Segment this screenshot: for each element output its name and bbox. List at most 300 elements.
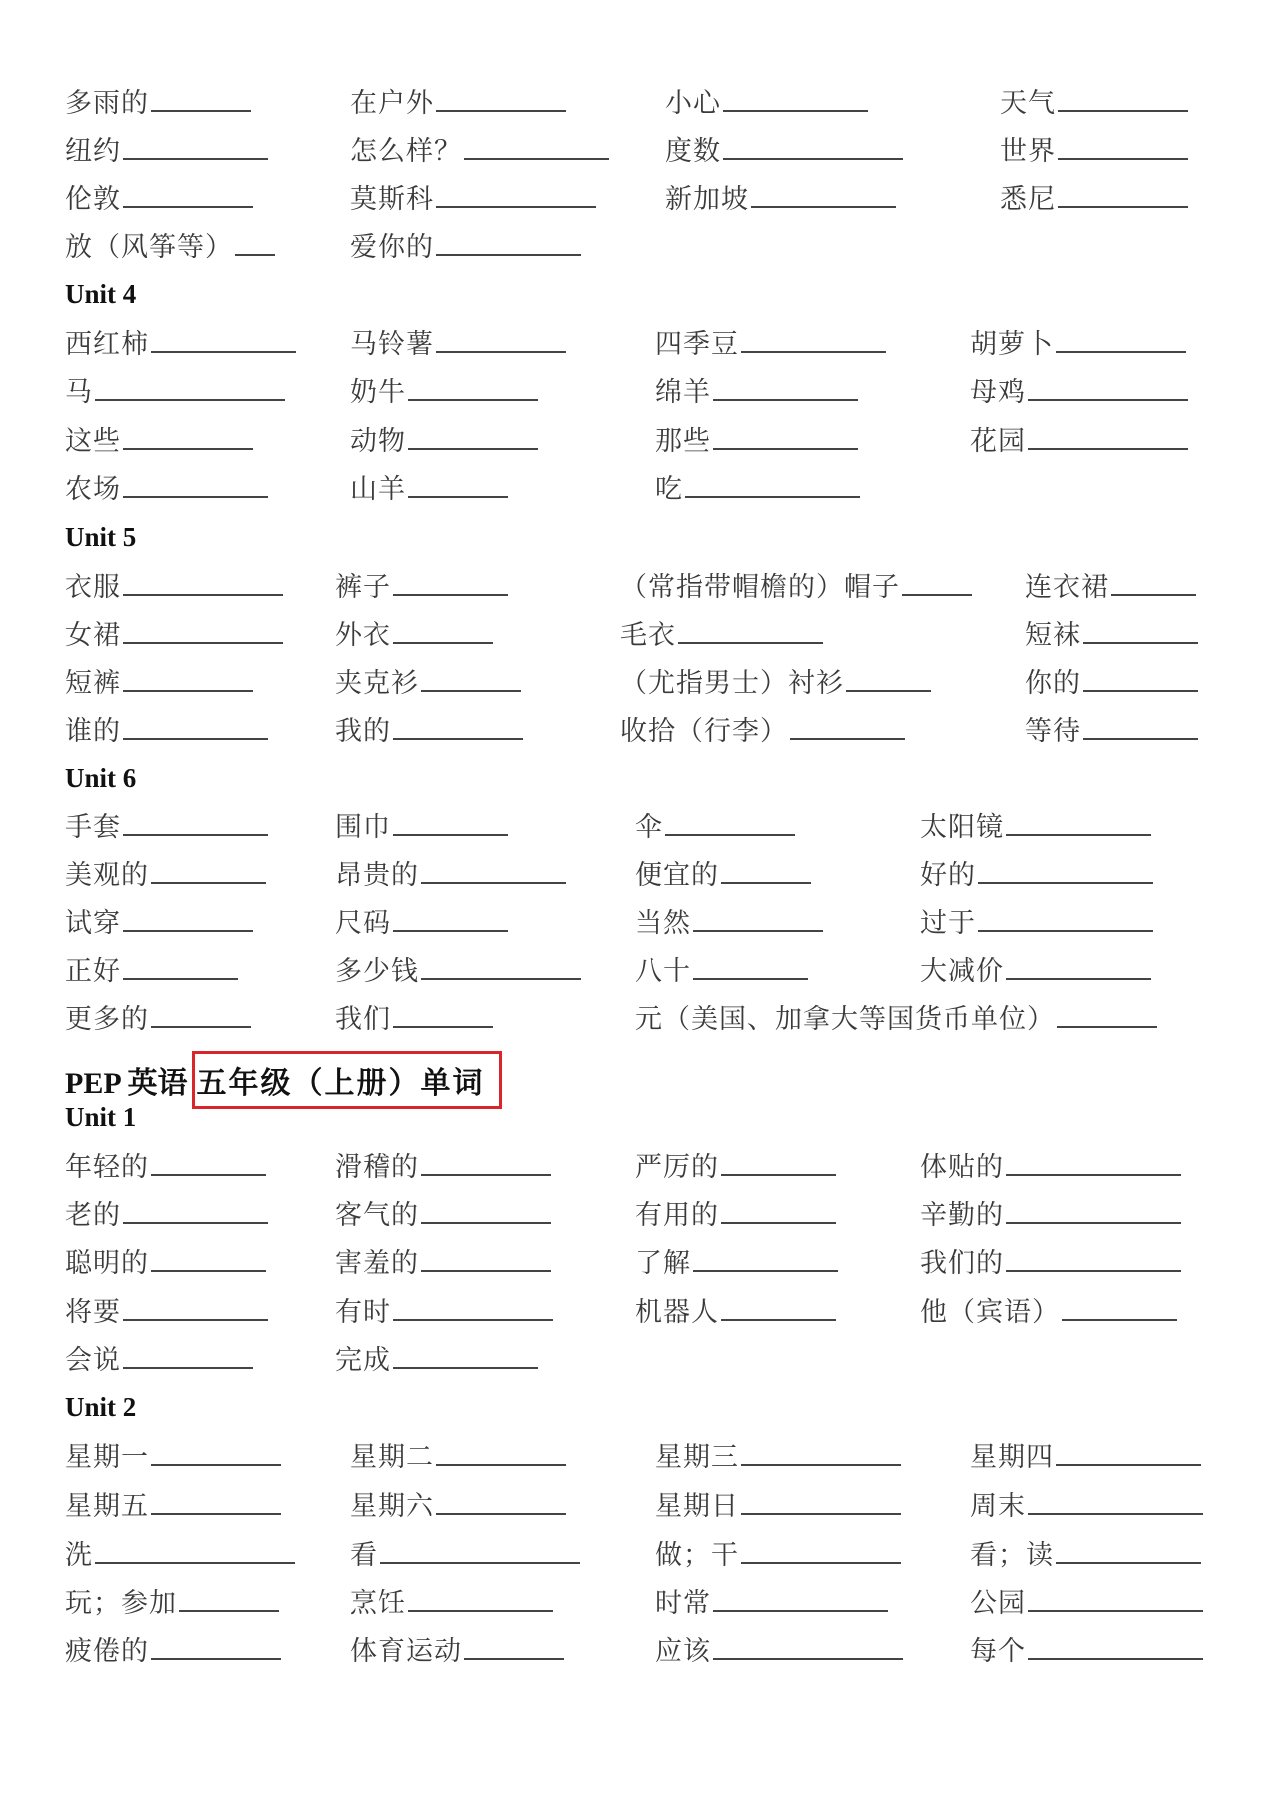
answer-blank[interactable]	[393, 1345, 538, 1369]
answer-blank[interactable]	[1083, 620, 1198, 644]
vocab-label: （常指带帽檐的）帽子	[620, 571, 900, 603]
vocab-row	[0, 414, 1280, 462]
vocab-label: 体贴的	[920, 1151, 1004, 1183]
vocab-label: 你的	[1025, 667, 1081, 699]
vocab-row	[0, 1188, 1280, 1236]
answer-blank[interactable]	[123, 184, 253, 208]
answer-blank[interactable]	[1006, 812, 1151, 836]
answer-blank[interactable]	[123, 716, 268, 740]
vocab-item	[65, 896, 253, 944]
vocab-row	[0, 992, 1280, 1040]
answer-blank[interactable]	[1058, 136, 1188, 160]
answer-blank[interactable]	[741, 329, 886, 353]
vocab-item	[65, 365, 285, 413]
answer-blank[interactable]	[464, 1636, 564, 1660]
vocab-item	[1025, 704, 1198, 752]
answer-blank[interactable]	[436, 232, 581, 256]
vocab-item	[350, 1479, 566, 1527]
vocab-item	[65, 1188, 268, 1236]
vocab-label: 莫斯科	[350, 183, 434, 215]
vocab-label: 太阳镜	[920, 811, 1004, 843]
vocab-label: 星期二	[350, 1441, 434, 1473]
vocab-item	[350, 76, 566, 124]
vocab-item	[1025, 656, 1198, 704]
answer-blank[interactable]	[151, 1248, 266, 1272]
vocab-label: 尺码	[335, 907, 391, 939]
answer-blank[interactable]	[393, 812, 508, 836]
vocab-item	[335, 1285, 553, 1333]
vocab-label: 多少钱	[335, 955, 419, 987]
answer-blank[interactable]	[1056, 329, 1186, 353]
vocab-row	[0, 172, 1280, 220]
answer-blank[interactable]	[123, 1297, 268, 1321]
answer-blank[interactable]	[978, 908, 1153, 932]
vocab-item	[655, 317, 886, 365]
vocab-label: 星期一	[65, 1441, 149, 1473]
answer-blank[interactable]	[123, 572, 283, 596]
answer-blank[interactable]	[693, 908, 823, 932]
vocab-item	[335, 1188, 551, 1236]
answer-blank[interactable]	[123, 956, 238, 980]
answer-blank[interactable]	[723, 88, 868, 112]
answer-blank[interactable]	[1058, 184, 1188, 208]
vocab-item	[635, 896, 823, 944]
vocab-label: 多雨的	[65, 87, 149, 119]
answer-blank[interactable]	[1006, 956, 1151, 980]
answer-blank[interactable]	[1028, 1588, 1203, 1612]
vocab-row	[0, 1236, 1280, 1284]
vocab-item	[920, 800, 1151, 848]
vocab-item	[65, 317, 296, 365]
answer-blank[interactable]	[902, 572, 972, 596]
vocab-label: 机器人	[635, 1296, 719, 1328]
vocab-row	[0, 848, 1280, 896]
vocab-item	[635, 992, 1157, 1040]
answer-blank[interactable]	[1057, 1004, 1157, 1028]
vocab-label: 外衣	[335, 619, 391, 651]
vocab-label: 短袜	[1025, 619, 1081, 651]
answer-blank[interactable]	[790, 716, 905, 740]
vocab-label: 农场	[65, 473, 121, 505]
answer-blank[interactable]	[151, 1442, 281, 1466]
vocab-item	[350, 414, 538, 462]
vocab-label: 放（风筝等）	[65, 231, 233, 263]
vocab-label: 动物	[350, 425, 406, 457]
vocab-label: 滑稽的	[335, 1151, 419, 1183]
vocab-row	[0, 365, 1280, 413]
vocab-label: 手套	[65, 811, 121, 843]
answer-blank[interactable]	[151, 88, 251, 112]
answer-blank[interactable]	[151, 329, 296, 353]
answer-blank[interactable]	[436, 88, 566, 112]
vocab-row	[0, 1528, 1280, 1576]
answer-blank[interactable]	[179, 1588, 279, 1612]
answer-blank[interactable]	[123, 426, 253, 450]
vocab-item	[920, 1188, 1181, 1236]
vocab-label: 那些	[655, 425, 711, 457]
vocab-label: 围巾	[335, 811, 391, 843]
vocab-item	[335, 800, 508, 848]
answer-blank[interactable]	[1056, 1442, 1201, 1466]
vocab-row	[0, 317, 1280, 365]
vocab-item	[350, 1624, 564, 1672]
vocab-row	[0, 1140, 1280, 1188]
answer-blank[interactable]	[741, 1442, 901, 1466]
vocab-label: 女裙	[65, 619, 121, 651]
answer-blank[interactable]	[380, 1540, 580, 1564]
vocab-row	[0, 1285, 1280, 1333]
answer-blank[interactable]	[95, 377, 285, 401]
vocab-item	[970, 365, 1188, 413]
vocab-label: 完成	[335, 1344, 391, 1376]
answer-blank[interactable]	[393, 716, 523, 740]
vocab-item	[335, 608, 493, 656]
vocab-item	[655, 1624, 903, 1672]
vocab-item	[350, 220, 581, 268]
vocab-label: 度数	[665, 135, 721, 167]
answer-blank[interactable]	[408, 377, 538, 401]
vocab-item	[920, 1236, 1181, 1284]
vocab-label: 辛勤的	[920, 1199, 1004, 1231]
vocab-label: 世界	[1000, 135, 1056, 167]
vocab-label: 小心	[665, 87, 721, 119]
vocab-label: 星期四	[970, 1441, 1054, 1473]
answer-blank[interactable]	[421, 956, 581, 980]
vocab-label: 夹克衫	[335, 667, 419, 699]
vocab-item	[665, 124, 903, 172]
vocab-label: 看	[350, 1539, 378, 1571]
vocab-label: 应该	[655, 1635, 711, 1667]
answer-blank[interactable]	[1083, 668, 1198, 692]
answer-blank[interactable]	[846, 668, 931, 692]
vocab-label: 等待	[1025, 715, 1081, 747]
vocab-label: 马	[65, 376, 93, 408]
vocab-item	[620, 560, 972, 608]
answer-blank[interactable]	[151, 1636, 281, 1660]
title-highlighted-box: 五年级（上册）单词	[192, 1051, 502, 1109]
vocab-label: 他（宾语）	[920, 1296, 1060, 1328]
vocab-item	[665, 76, 868, 124]
answer-blank[interactable]	[1028, 426, 1188, 450]
vocab-label: 星期日	[655, 1490, 739, 1522]
vocab-item	[65, 1430, 281, 1478]
answer-blank[interactable]	[393, 1004, 493, 1028]
vocab-item	[65, 172, 253, 220]
answer-blank[interactable]	[123, 1345, 253, 1369]
vocab-row	[0, 220, 1280, 268]
vocab-row	[0, 1576, 1280, 1624]
vocab-item	[920, 1140, 1181, 1188]
vocab-row	[0, 1479, 1280, 1527]
answer-blank[interactable]	[421, 1152, 551, 1176]
vocab-label: 谁的	[65, 715, 121, 747]
vocab-item	[635, 800, 795, 848]
answer-blank[interactable]	[751, 184, 896, 208]
vocab-label: 大减价	[920, 955, 1004, 987]
vocab-label: 年轻的	[65, 1151, 149, 1183]
vocab-row	[0, 76, 1280, 124]
vocab-item	[920, 848, 1153, 896]
vocab-item	[350, 317, 566, 365]
vocab-label: 天气	[1000, 87, 1056, 119]
vocab-label: 昂贵的	[335, 859, 419, 891]
vocab-item	[620, 608, 823, 656]
vocab-label: 我们	[335, 1003, 391, 1035]
vocab-row	[0, 800, 1280, 848]
vocab-label: 连衣裙	[1025, 571, 1109, 603]
vocab-label: 悉尼	[1000, 183, 1056, 215]
vocab-item	[65, 76, 251, 124]
vocab-label: 星期三	[655, 1441, 739, 1473]
answer-blank[interactable]	[123, 1200, 268, 1224]
answer-blank[interactable]	[123, 668, 253, 692]
answer-blank[interactable]	[393, 908, 508, 932]
vocab-item	[1000, 172, 1188, 220]
vocab-item	[970, 317, 1186, 365]
answer-blank[interactable]	[741, 1491, 901, 1515]
vocab-item	[65, 462, 268, 510]
vocab-item	[1000, 124, 1188, 172]
vocab-item	[335, 944, 581, 992]
answer-blank[interactable]	[436, 1491, 566, 1515]
vocab-item	[970, 1576, 1203, 1624]
answer-blank[interactable]	[693, 1248, 838, 1272]
vocab-item	[620, 704, 905, 752]
vocab-item	[335, 848, 566, 896]
vocab-label: 星期六	[350, 1490, 434, 1522]
answer-blank[interactable]	[978, 860, 1153, 884]
vocab-label: 有用的	[635, 1199, 719, 1231]
vocab-row	[0, 944, 1280, 992]
answer-blank[interactable]	[685, 474, 860, 498]
vocab-label: 山羊	[350, 473, 406, 505]
vocab-label: 周末	[970, 1490, 1026, 1522]
answer-blank[interactable]	[436, 1442, 566, 1466]
vocab-item	[350, 1430, 566, 1478]
answer-blank[interactable]	[123, 812, 268, 836]
vocab-item	[65, 848, 266, 896]
vocab-label: 伞	[635, 811, 663, 843]
vocab-item	[350, 124, 609, 172]
vocab-label: 将要	[65, 1296, 121, 1328]
vocab-label: 疲倦的	[65, 1635, 149, 1667]
answer-blank[interactable]	[721, 1152, 836, 1176]
vocab-item	[335, 656, 521, 704]
answer-blank[interactable]	[151, 860, 266, 884]
vocab-label: 绵羊	[655, 376, 711, 408]
vocab-label: 八十	[635, 955, 691, 987]
vocab-item	[350, 462, 508, 510]
title-prefix: PEP 英语	[65, 1067, 188, 1100]
vocab-label: 客气的	[335, 1199, 419, 1231]
vocab-item	[65, 1236, 266, 1284]
vocab-item	[655, 1528, 901, 1576]
answer-blank[interactable]	[665, 812, 795, 836]
vocab-item	[635, 944, 808, 992]
vocab-label: 看；读	[970, 1539, 1054, 1571]
vocab-label: 做；干	[655, 1539, 739, 1571]
answer-blank[interactable]	[421, 860, 566, 884]
vocab-label: 每个	[970, 1635, 1026, 1667]
vocab-label: 收拾（行李）	[620, 715, 788, 747]
vocab-item	[665, 172, 896, 220]
answer-blank[interactable]	[1028, 377, 1188, 401]
vocab-label: 有时	[335, 1296, 391, 1328]
vocab-row	[0, 560, 1280, 608]
answer-blank[interactable]	[123, 136, 268, 160]
vocab-label: 这些	[65, 425, 121, 457]
vocab-item	[635, 848, 811, 896]
answer-blank[interactable]	[713, 1588, 888, 1612]
answer-blank[interactable]	[421, 1200, 551, 1224]
vocab-label: 便宜的	[635, 859, 719, 891]
vocab-label: 胡萝卜	[970, 328, 1054, 360]
vocab-item	[65, 944, 238, 992]
vocab-label: 好的	[920, 859, 976, 891]
vocab-row	[0, 704, 1280, 752]
vocab-item	[350, 1528, 580, 1576]
vocab-item	[65, 1624, 281, 1672]
answer-blank[interactable]	[393, 1297, 553, 1321]
vocab-item	[65, 1479, 281, 1527]
vocab-item	[65, 220, 275, 268]
vocab-label: 伦敦	[65, 183, 121, 215]
answer-blank[interactable]	[151, 1004, 251, 1028]
answer-blank[interactable]	[721, 860, 811, 884]
answer-blank[interactable]	[123, 908, 253, 932]
answer-blank[interactable]	[741, 1540, 901, 1564]
vocab-label: 爱你的	[350, 231, 434, 263]
vocab-label: 玩；参加	[65, 1587, 177, 1619]
vocab-label: 正好	[65, 955, 121, 987]
vocab-item	[970, 1528, 1201, 1576]
answer-blank[interactable]	[393, 572, 508, 596]
vocab-row	[0, 1430, 1280, 1478]
answer-blank[interactable]	[713, 377, 858, 401]
answer-blank[interactable]	[721, 1200, 836, 1224]
answer-blank[interactable]	[408, 1588, 553, 1612]
vocab-item	[335, 560, 508, 608]
answer-blank[interactable]	[693, 956, 808, 980]
vocab-item	[65, 800, 268, 848]
answer-blank[interactable]	[408, 426, 538, 450]
vocab-item	[635, 1188, 836, 1236]
vocab-item	[350, 365, 538, 413]
vocab-item	[335, 896, 508, 944]
vocab-item	[335, 704, 523, 752]
vocab-label: 当然	[635, 907, 691, 939]
answer-blank[interactable]	[713, 1636, 903, 1660]
answer-blank[interactable]	[1006, 1200, 1181, 1224]
answer-blank[interactable]	[1062, 1297, 1177, 1321]
vocab-item	[65, 992, 251, 1040]
vocab-label: 过于	[920, 907, 976, 939]
vocab-label: 裤子	[335, 571, 391, 603]
answer-blank[interactable]	[1028, 1491, 1203, 1515]
vocab-item	[65, 1528, 295, 1576]
answer-blank[interactable]	[436, 184, 596, 208]
unit-heading: Unit 4	[65, 279, 137, 309]
vocab-item	[620, 656, 931, 704]
vocab-label: 严厉的	[635, 1151, 719, 1183]
vocab-item	[920, 896, 1153, 944]
answer-blank[interactable]	[421, 668, 521, 692]
vocab-row	[0, 124, 1280, 172]
answer-blank[interactable]	[678, 620, 823, 644]
vocab-item	[65, 124, 268, 172]
vocab-label: 试穿	[65, 907, 121, 939]
unit-heading: Unit 6	[65, 763, 137, 793]
vocab-row	[0, 896, 1280, 944]
vocab-row	[0, 1624, 1280, 1672]
vocab-label: 老的	[65, 1199, 121, 1231]
answer-blank[interactable]	[235, 232, 275, 256]
answer-blank[interactable]	[1111, 572, 1196, 596]
vocab-label: 元（美国、加拿大等国货币单位）	[635, 1003, 1055, 1035]
answer-blank[interactable]	[713, 426, 858, 450]
vocab-label: 我们的	[920, 1247, 1004, 1279]
vocab-label: 时常	[655, 1587, 711, 1619]
answer-blank[interactable]	[408, 474, 508, 498]
vocab-label: 怎么样？	[350, 135, 462, 167]
answer-blank[interactable]	[151, 1152, 266, 1176]
vocab-label: 纽约	[65, 135, 121, 167]
answer-blank[interactable]	[721, 1297, 836, 1321]
vocab-item	[65, 1576, 279, 1624]
vocab-item	[655, 1479, 901, 1527]
vocab-label: 母鸡	[970, 376, 1026, 408]
vocab-label: 洗	[65, 1539, 93, 1571]
answer-blank[interactable]	[436, 329, 566, 353]
answer-blank[interactable]	[1083, 716, 1198, 740]
answer-blank[interactable]	[95, 1540, 295, 1564]
answer-blank[interactable]	[723, 136, 903, 160]
vocab-item	[635, 1140, 836, 1188]
vocab-label: 公园	[970, 1587, 1026, 1619]
vocab-label: 毛衣	[620, 619, 676, 651]
answer-blank[interactable]	[464, 136, 609, 160]
vocab-row	[0, 1333, 1280, 1381]
vocab-label: （尤指男士）衬衫	[620, 667, 844, 699]
answer-blank[interactable]	[1006, 1248, 1181, 1272]
vocab-item	[350, 172, 596, 220]
vocab-label: 新加坡	[665, 183, 749, 215]
answer-blank[interactable]	[1056, 1540, 1201, 1564]
vocab-label: 吃	[655, 473, 683, 505]
answer-blank[interactable]	[1028, 1636, 1203, 1660]
vocab-item	[65, 656, 253, 704]
vocab-label: 西红柿	[65, 328, 149, 360]
vocab-label: 衣服	[65, 571, 121, 603]
answer-blank[interactable]	[1006, 1152, 1181, 1176]
answer-blank[interactable]	[1058, 88, 1188, 112]
answer-blank[interactable]	[421, 1248, 551, 1272]
vocab-row	[0, 656, 1280, 704]
vocab-item	[1025, 608, 1198, 656]
vocab-label: 奶牛	[350, 376, 406, 408]
vocab-item	[350, 1576, 553, 1624]
vocab-item	[335, 992, 493, 1040]
vocab-item	[65, 560, 283, 608]
answer-blank[interactable]	[151, 1491, 281, 1515]
answer-blank[interactable]	[123, 474, 268, 498]
vocab-item	[655, 462, 860, 510]
vocab-label: 花园	[970, 425, 1026, 457]
answer-blank[interactable]	[393, 620, 493, 644]
vocab-item	[920, 1285, 1177, 1333]
answer-blank[interactable]	[123, 620, 283, 644]
vocab-item	[655, 365, 858, 413]
